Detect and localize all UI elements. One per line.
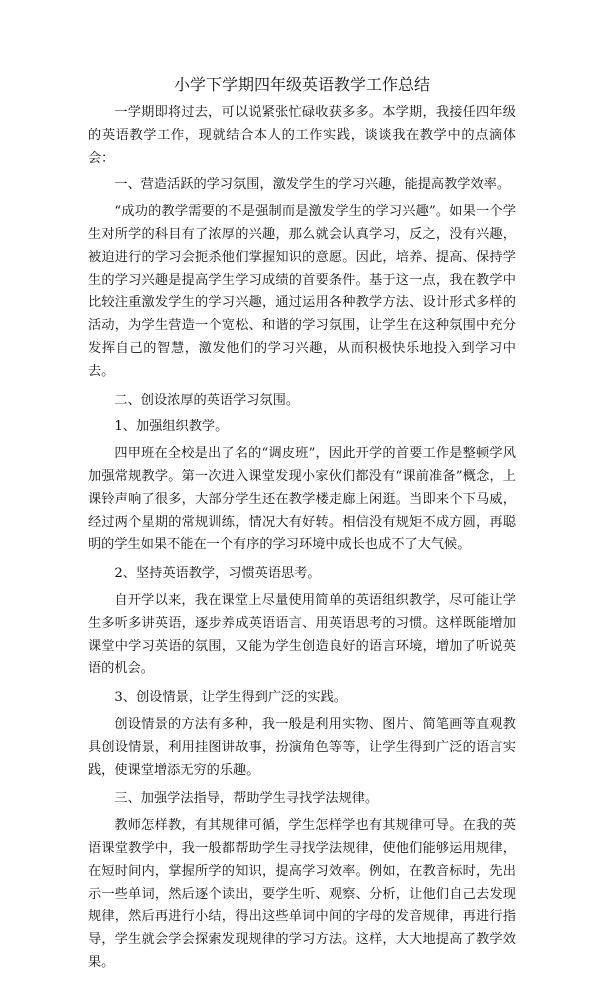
subheading-2-1: 1、加强组织教学。: [114, 419, 229, 435]
paragraph-interest: “成功的教学需要的不是强制而是激发学生的学习兴趣”。如果一个学生对所学的科目有了浓厚的兴趣，那么就会认真学习，反之，没有兴趣，被迫进行的学习会扼杀他们掌握知识的意愿。因此，培养、提高、保持学生的学习兴趣是提高学生学习成绩的首要条件。基于这一点，我在教学中比较注重激发学生的学习兴趣，通过运用各种教学方法、设计形式多样的活动，为学生营造一个宽松、和谐的学习氛围，让学生在这种氛围中充分发挥自己的智慧，激发他们的学习兴趣，从而积极快乐地投入到学习中去。: [88, 204, 516, 379]
subheading-2-2: 2、坚持英语教学，习惯英语思考。: [114, 566, 321, 582]
paragraph-intro: 一学期即将过去，可以说紧张忙碌收获多多。本学期，我接任四年级的英语教学工作，现就结合本人的工作实践，谈谈我在教学中的点滴体会：: [88, 105, 516, 166]
document-page: [88, 72, 516, 981]
subheading-2-3: 3、创设情景，让学生得到广泛的实践。: [114, 690, 347, 706]
heading-section-3: 三、加强学法指导，帮助学生寻找学法规律。: [114, 791, 379, 807]
heading-section-2: 二、创设浓厚的英语学习氛围。: [114, 392, 300, 408]
heading-section-1: 一、营造活跃的学习氛围，激发学生的学习兴趣，能提高教学效率。: [114, 177, 511, 193]
document-title: 小学下学期四年级英语教学工作总结: [173, 75, 430, 94]
paragraph-situations: 创设情景的方法有多种，我一般是利用实物、图片、简笔画等直观教具创设情景，利用挂图讲故事，扮演角色等等，让学生得到广泛的语言实践，使课堂增添无穷的乐趣。: [88, 716, 516, 778]
paragraph-learning-methods: 教师怎样教，有其规律可循，学生怎样学也有其规律可导。在我的英语课堂教学中，我一般都帮助学生寻找学法规律，使他们能够运用规律，在短时间内，掌握所学的知识，提高学习效率。例如，在教音标时，先出示一些单词，然后逐个读出，要学生听、观察、分析，让他们自己去发现规律，然后再进行小结，得出这些单词中间的字母的发音规律，再进行指导，学生就会学会探索发现规律的学习方法。这样，大大地提高了教学效果。: [88, 818, 516, 970]
paragraph-english-teaching: 自开学以来，我在课堂上尽量使用简单的英语组织教学，尽可能让学生多听多讲英语，逐步养成英语语言、用英语思考的习惯。这样既能增加课堂中学习英语的氛围，又能为学生创造良好的语言环境，增加了听说英语的机会。: [88, 592, 516, 677]
paragraph-class-discipline: 四甲班在全校是出了名的“调皮班”，因此开学的首要工作是整顿学风加强常规教学。第一次进入课堂发现小家伙们都没有“课前准备”概念，上课铃声响了很多，大部分学生还在教学楼走廊上闲逛。当即来个下马威，经过两个星期的常规训练，情况大有好转。相信没有规矩不成方圆，再聪明的学生如果不能在一个有序的学习环境中成长也成不了大气候。: [88, 446, 516, 553]
